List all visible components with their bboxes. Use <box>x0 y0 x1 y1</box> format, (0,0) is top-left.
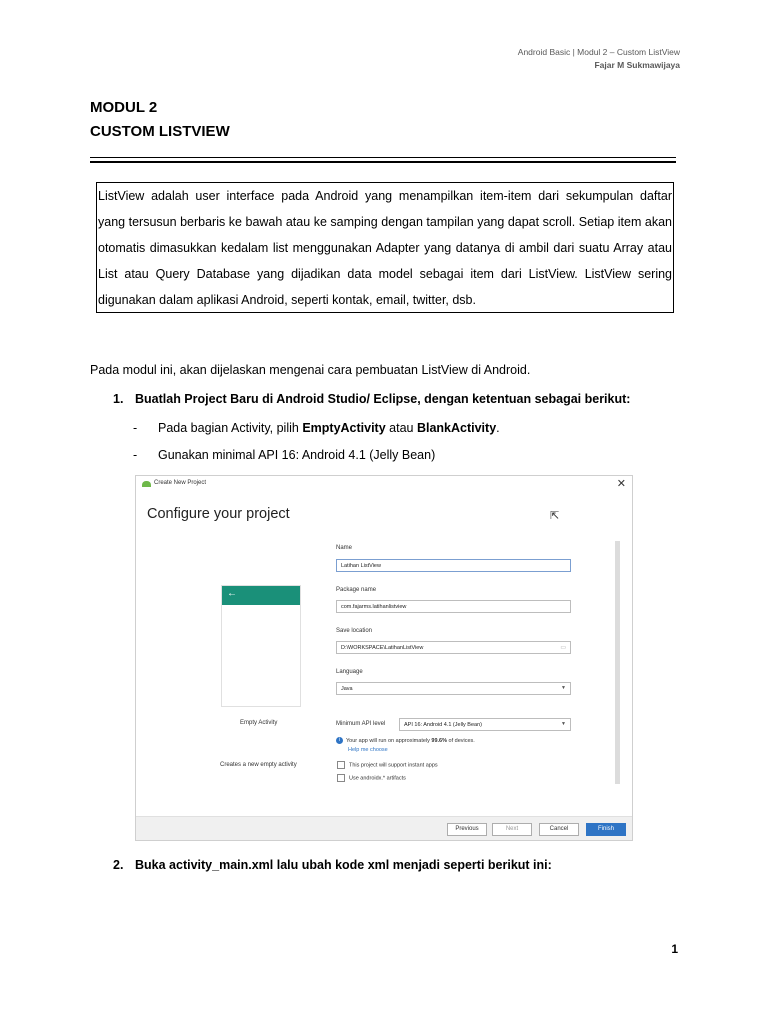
language-value: Java <box>341 686 353 692</box>
info-icon: i <box>336 737 343 744</box>
checkbox-box[interactable] <box>337 774 345 782</box>
language-select[interactable] <box>336 682 571 695</box>
save-location-value: D:\WORKSPACE\LatihanListView <box>341 645 424 651</box>
package-label: Package name <box>336 587 377 593</box>
step-2 <box>113 858 552 872</box>
instant-apps-checkbox[interactable] <box>337 761 438 769</box>
save-location-field[interactable] <box>336 641 571 654</box>
header-author: Fajar M Sukmawijaya <box>594 60 680 70</box>
sub-bold: BlankActivity <box>416 421 497 435</box>
folder-icon[interactable]: ▭ <box>560 645 566 651</box>
dialog-heading: Configure your project <box>147 506 290 522</box>
close-icon[interactable]: ✕ <box>616 478 626 490</box>
info-percent: 99.6% <box>431 737 448 744</box>
intro-line: List atau Query Database yang dijadikan data model sebagai item dari ListView. ListView sering <box>98 267 672 281</box>
name-field[interactable] <box>336 559 571 572</box>
page-number: 1 <box>671 942 678 956</box>
dialog-window-title: Create New Project <box>154 480 207 486</box>
step-1-sub-1 <box>133 421 500 435</box>
api-select[interactable] <box>399 718 571 731</box>
android-studio-icon <box>142 481 151 487</box>
checkbox-label: This project will support instant apps <box>349 762 438 769</box>
module-name: CUSTOM LISTVIEW <box>90 123 230 140</box>
bullet-dash: - <box>133 448 138 462</box>
step-text: Buka <box>135 858 170 872</box>
step-number: 1. <box>113 392 124 406</box>
activity-template-desc: Creates a new empty activity <box>220 762 297 768</box>
package-field[interactable] <box>336 600 571 613</box>
chevron-down-icon: ▼ <box>561 685 566 691</box>
preview-app-bar <box>222 586 300 605</box>
api-label: Minimum API level <box>336 721 386 727</box>
dialog-footer <box>136 816 632 841</box>
intro-line: digunakan dalam aplikasi Android, seperti kontak, email, twitter, dsb. <box>98 293 476 307</box>
module-title <box>90 96 230 144</box>
name-value: Latihan ListView <box>341 563 381 569</box>
next-button[interactable]: Next <box>492 823 532 836</box>
mouse-cursor-icon: ⇱ <box>550 510 560 522</box>
title-rule-thin <box>90 157 676 158</box>
sub-text: Pada bagian Activity, pilih <box>158 421 303 435</box>
back-arrow-icon: ← <box>227 588 237 599</box>
chevron-down-icon: ▼ <box>561 721 566 727</box>
step-text: Buatlah Project Baru di Android Studio/ Eclipse, dengan ketentuan sebagai berikut: <box>135 392 631 406</box>
dialog-titlebar <box>136 476 632 494</box>
activity-template-name: Empty Activity <box>240 720 278 726</box>
header-course: Android Basic | Modul 2 – Custom ListView <box>517 47 680 57</box>
androidx-checkbox[interactable] <box>337 774 406 782</box>
info-text: Your app will run on approximately <box>346 737 432 744</box>
sub-text: . <box>496 421 500 435</box>
activity-preview <box>221 585 301 707</box>
sub-bold: EmptyActivity <box>302 421 386 435</box>
step-1 <box>113 392 630 406</box>
info-text: of devices. <box>447 737 475 744</box>
cancel-button[interactable]: Cancel <box>539 823 579 836</box>
module-number: MODUL 2 <box>90 99 158 116</box>
api-info <box>336 737 475 744</box>
name-label: Name <box>336 545 353 551</box>
sub-text: Gunakan minimal <box>158 448 259 462</box>
intro-line: yang tersusun berbaris ke bawah atau ke samping dengan tampilan yang dapat scroll. Setiap item akan <box>98 215 672 229</box>
scrollbar[interactable] <box>615 541 620 784</box>
package-value: com.fajarms.latihanlistview <box>341 604 407 610</box>
api-value: API 16: Android 4.1 (Jelly Bean) <box>404 722 482 728</box>
checkbox-label: Use androidx.* artifacts <box>349 775 406 782</box>
language-label: Language <box>336 669 363 675</box>
step-text: lalu ubah kode xml menjadi seperti berikut ini: <box>273 858 552 872</box>
save-location-label: Save location <box>336 628 373 634</box>
create-project-dialog <box>135 475 633 841</box>
intro-line: otomatis dimasukkan kedalam list menggunakan Adapter yang datanya di ambil dari suatu Array atau <box>98 241 672 255</box>
sub-text: atau <box>385 421 417 435</box>
step-1-sub-2 <box>133 448 435 462</box>
title-rule-thick <box>90 161 676 163</box>
step-bold: activity_main.xml <box>169 858 274 872</box>
bullet-dash: - <box>133 421 138 435</box>
intro-line: ListView adalah user interface pada Android yang menampilkan item-item dari sekumpulan daftar <box>98 189 672 203</box>
previous-button[interactable]: Previous <box>447 823 487 836</box>
finish-button[interactable]: Finish <box>586 823 626 836</box>
help-me-choose-link[interactable]: Help me choose <box>348 747 388 753</box>
intro-paragraph: Pada modul ini, akan dijelaskan mengenai cara pembuatan ListView di Android. <box>90 363 531 377</box>
checkbox-box[interactable] <box>337 761 345 769</box>
running-header <box>518 46 680 72</box>
intro-box <box>96 182 674 313</box>
sub-text: API 16: Android 4.1 (Jelly Bean) <box>258 448 436 462</box>
step-number: 2. <box>113 858 124 872</box>
